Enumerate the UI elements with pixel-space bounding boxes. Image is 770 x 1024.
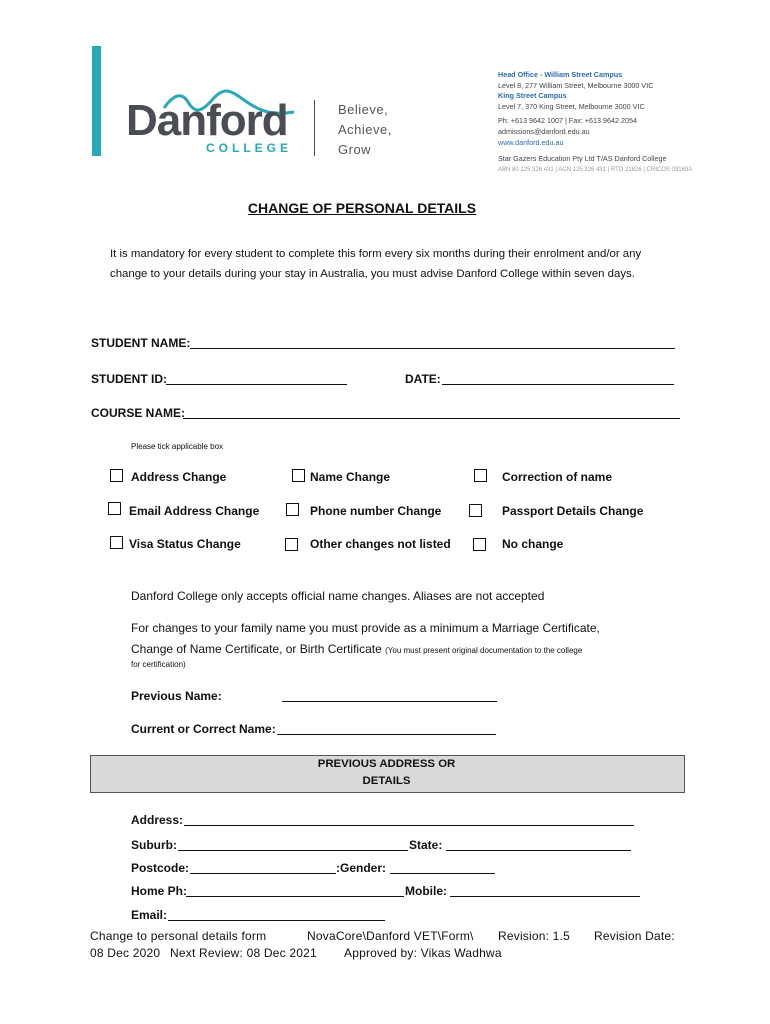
original-docs-note: (You must present original documentation to the college	[385, 646, 583, 655]
intro-paragraph: It is mandatory for every student to complete this form every six months during their enrolment and/or any change to your details during your stay in Australia, you must advise Danford College within seven days.	[110, 248, 642, 280]
course-name-label: COURSE NAME:	[91, 406, 186, 420]
checkbox-passport-details-change[interactable]	[469, 504, 482, 517]
state-field[interactable]	[446, 837, 631, 851]
email-field[interactable]	[168, 907, 385, 921]
email-label: Email:	[131, 908, 168, 922]
footer-approved-by: Approved by: Vikas Wadhwa	[344, 946, 502, 960]
registration-numbers: ABN 80 125 326 431 | ACN 125 326 431 | RTO 21826 | CRICOS 03169A	[498, 166, 693, 173]
section-title-line: DETAILS	[362, 775, 411, 787]
section-title-line: PREVIOUS ADDRESS OR	[317, 758, 456, 770]
suburb-label: Suburb:	[131, 838, 177, 852]
previous-name-label: Previous Name:	[131, 689, 222, 703]
head-office-heading: Head Office - William Street Campus	[498, 70, 623, 79]
option-label: Email Address Change	[129, 504, 260, 518]
king-street-address: Level 7, 370 King Street, Melbourne 3000 VIC	[498, 101, 645, 111]
checkbox-other-changes[interactable]	[285, 538, 298, 551]
course-name-field[interactable]	[183, 405, 680, 419]
home-phone-label: Home Ph:	[131, 884, 188, 898]
mobile-field[interactable]	[450, 883, 640, 897]
checkbox-phone-number-change[interactable]	[286, 503, 299, 516]
option-label: No change	[502, 537, 564, 551]
logo-divider	[314, 100, 315, 156]
student-id-label: STUDENT ID:	[91, 372, 167, 386]
certification-note: for certification)	[131, 660, 186, 669]
logo-wordmark: Danford	[126, 96, 288, 145]
postcode-field[interactable]	[190, 860, 336, 874]
footer-doc-name: Change to personal details form	[90, 929, 267, 943]
address-label: Address:	[131, 813, 184, 827]
king-street-heading: King Street Campus	[498, 91, 567, 101]
gender-field[interactable]	[390, 860, 495, 874]
home-phone-field[interactable]	[186, 883, 404, 897]
certificate-list: Change of Name Certificate, or Birth Certificate	[131, 642, 382, 656]
option-label: Phone number Change	[310, 504, 442, 518]
tagline-line: Achieve,	[338, 122, 392, 137]
contact-email: admissions@danford.edu.au	[498, 126, 590, 136]
family-name-note-cont	[131, 642, 582, 656]
date-field[interactable]	[442, 371, 674, 385]
website-link[interactable]: www.danford.edu.au	[498, 137, 564, 147]
family-name-note: For changes to your family name you must provide as a minimum a Marriage Certificate,	[131, 621, 600, 635]
footer-revision-date-label: Revision Date:	[594, 929, 675, 943]
checkbox-email-address-change[interactable]	[108, 502, 121, 515]
current-name-label: Current or Correct Name:	[131, 722, 276, 736]
head-office-address: Level 8, 277 William Street, Melbourne 3000 VIC	[498, 80, 654, 90]
contact-block	[498, 70, 692, 175]
checkbox-correction-of-name[interactable]	[474, 469, 487, 482]
state-label: State:	[409, 838, 443, 852]
official-name-note: Danford College only accepts official name changes. Aliases are not accepted	[131, 589, 545, 603]
suburb-field[interactable]	[178, 837, 408, 851]
footer-revision-date: 08 Dec 2020	[90, 946, 161, 960]
section-title	[90, 756, 683, 790]
current-name-field[interactable]	[277, 721, 496, 735]
footer-path: NovaCore\Danford VET\Form\	[307, 929, 474, 943]
tagline	[338, 100, 392, 160]
option-label: Correction of name	[502, 470, 613, 484]
checkbox-name-change[interactable]	[292, 469, 305, 482]
option-label: Name Change	[310, 470, 391, 484]
postcode-label: Postcode:	[131, 861, 190, 875]
option-label: Address Change	[131, 470, 227, 484]
option-label: Visa Status Change	[129, 537, 241, 551]
previous-name-field[interactable]	[282, 688, 497, 702]
company-name: Star Gazers Education Pty Ltd T/AS Danford College	[498, 154, 667, 164]
date-label: DATE:	[405, 372, 441, 386]
mobile-label: Mobile:	[405, 884, 447, 898]
tick-hint: Please tick applicable box	[131, 442, 224, 451]
tagline-line: Grow	[338, 142, 372, 157]
option-label: Other changes not listed	[310, 537, 451, 551]
checkbox-no-change[interactable]	[473, 538, 486, 551]
student-name-field[interactable]	[190, 335, 675, 349]
checkbox-address-change[interactable]	[110, 469, 123, 482]
address-field[interactable]	[184, 812, 634, 826]
checkbox-visa-status-change[interactable]	[110, 536, 123, 549]
phone-fax: Ph: +613 9642 1007 | Fax: +613 9642 2054	[498, 116, 637, 126]
brand-accent-bar	[92, 46, 101, 156]
gender-label: :Gender:	[336, 861, 387, 875]
footer-revision: Revision: 1.5	[498, 929, 570, 943]
option-label: Passport Details Change	[502, 504, 644, 518]
footer-next-review: Next Review: 08 Dec 2021	[170, 946, 317, 960]
tagline-line: Believe,	[338, 102, 389, 117]
student-name-label: STUDENT NAME:	[91, 336, 191, 350]
student-id-field[interactable]	[166, 371, 347, 385]
form-title: CHANGE OF PERSONAL DETAILS	[247, 200, 477, 216]
logo-subtitle: COLLEGE	[206, 141, 293, 155]
